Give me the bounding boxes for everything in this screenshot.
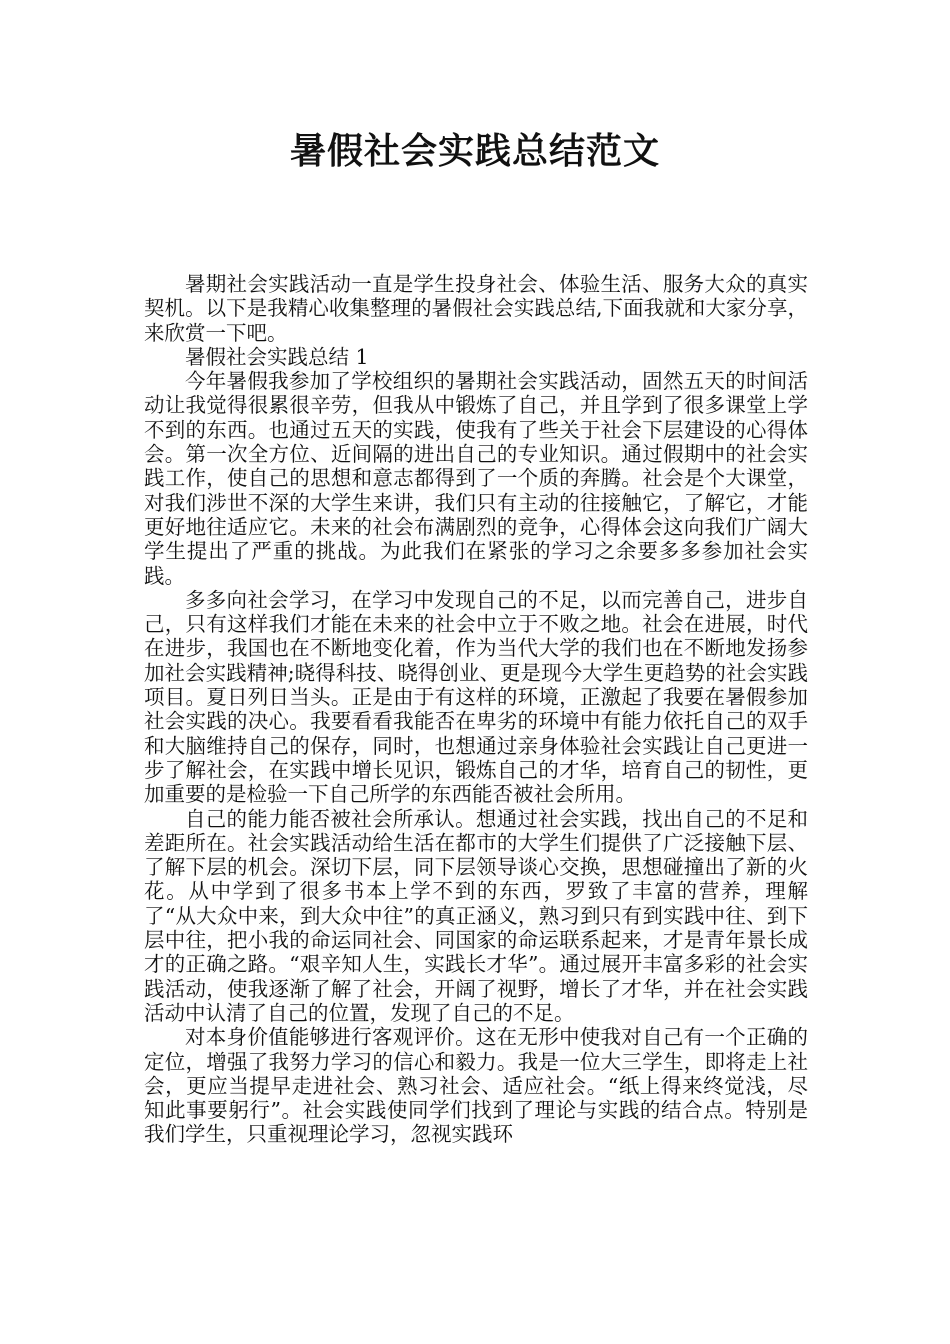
- intro-paragraph: 暑期社会实践活动一直是学生投身社会、体验生活、服务大众的真实契机。以下是我精心收集整理的暑假社会实践总结,下面我就和大家分享，来欣赏一下吧。: [144, 272, 808, 345]
- body-paragraph: 自己的能力能否被社会所承认。想通过社会实践，找出自己的不足和差距所在。社会实践活动给生活在都市的大学生们提供了广泛接触下层、了解下层的机会。深切下层，同下层领导谈心交换，思想碰撞出了新的火花。从中学到了很多书本上学不到的东西，罗致了丰富的营养，理解了“从大众中来，到大众中往”的真正涵义，熟习到只有到实践中往、到下层中往，把小我的命运同社会、同国家的命运联系起来，才是青年景长成才的正确之路。“艰辛知人生，实践长才华”。通过展开丰富多彩的社会实践活动，使我逐渐了解了社会，开阔了视野，增长了才华，并在社会实践活动中认清了自己的位置，发现了自己的不足。: [144, 806, 808, 1025]
- section-heading: 暑假社会实践总结 1: [185, 344, 369, 369]
- document-body: [144, 272, 808, 1147]
- body-paragraph: 今年暑假我参加了学校组织的暑期社会实践活动，固然五天的时间活动让我觉得很累很辛劳，但我从中锻炼了自己，并且学到了很多课堂上学不到的东西。也通过五天的实践，使我有了些关于社会下层建设的心得体会。第一次全方位、近间隔的进出自己的专业知识。通过假期中的社会实践工作，使自己的思想和意志都得到了一个质的奔腾。社会是个大课堂，对我们涉世不深的大学生来讲，我们只有主动的往接触它，了解它，才能更好地往适应它。未来的社会布满剧烈的竞争，心得体会这向我们广阔大学生提出了严重的挑战。为此我们在紧张的学习之余要多多参加社会实践。: [144, 369, 808, 588]
- body-paragraph: 多多向社会学习，在学习中发现自己的不足，以而完善自己，进步自己，只有这样我们才能在未来的社会中立于不败之地。社会在进展，时代在进步，我国也在不断地变化着，作为当代大学的我们也在不断地发扬参加社会实践精神;晓得科技、晓得创业、更是现今大学生更趋势的社会实践项目。夏日列日当头。正是由于有这样的环境，正激起了我要在暑假参加社会实践的决心。我要看看我能否在卑劣的环境中有能力依托自己的双手和大脑维持自己的保存，同时，也想通过亲身体验社会实践让自己更进一步了解社会，在实践中增长见识，锻炼自己的才华，培育自己的韧性，更加重要的是检验一下自己所学的东西能否被社会所用。: [144, 587, 808, 807]
- document-title: 暑假社会实践总结范文: [289, 131, 660, 172]
- body-paragraph: 对本身价值能够进行客观评价。这在无形中使我对自己有一个正确的定位，增强了我努力学习的信心和毅力。我是一位大三学生，即将走上社会，更应当提早走进社会、熟习社会、适应社会。“纸上得来终觉浅，尽知此事要躬行”。社会实践使同学们找到了理论与实践的结合点。特别是我们学生，只重视理论学习，忽视实践环: [144, 1025, 808, 1147]
